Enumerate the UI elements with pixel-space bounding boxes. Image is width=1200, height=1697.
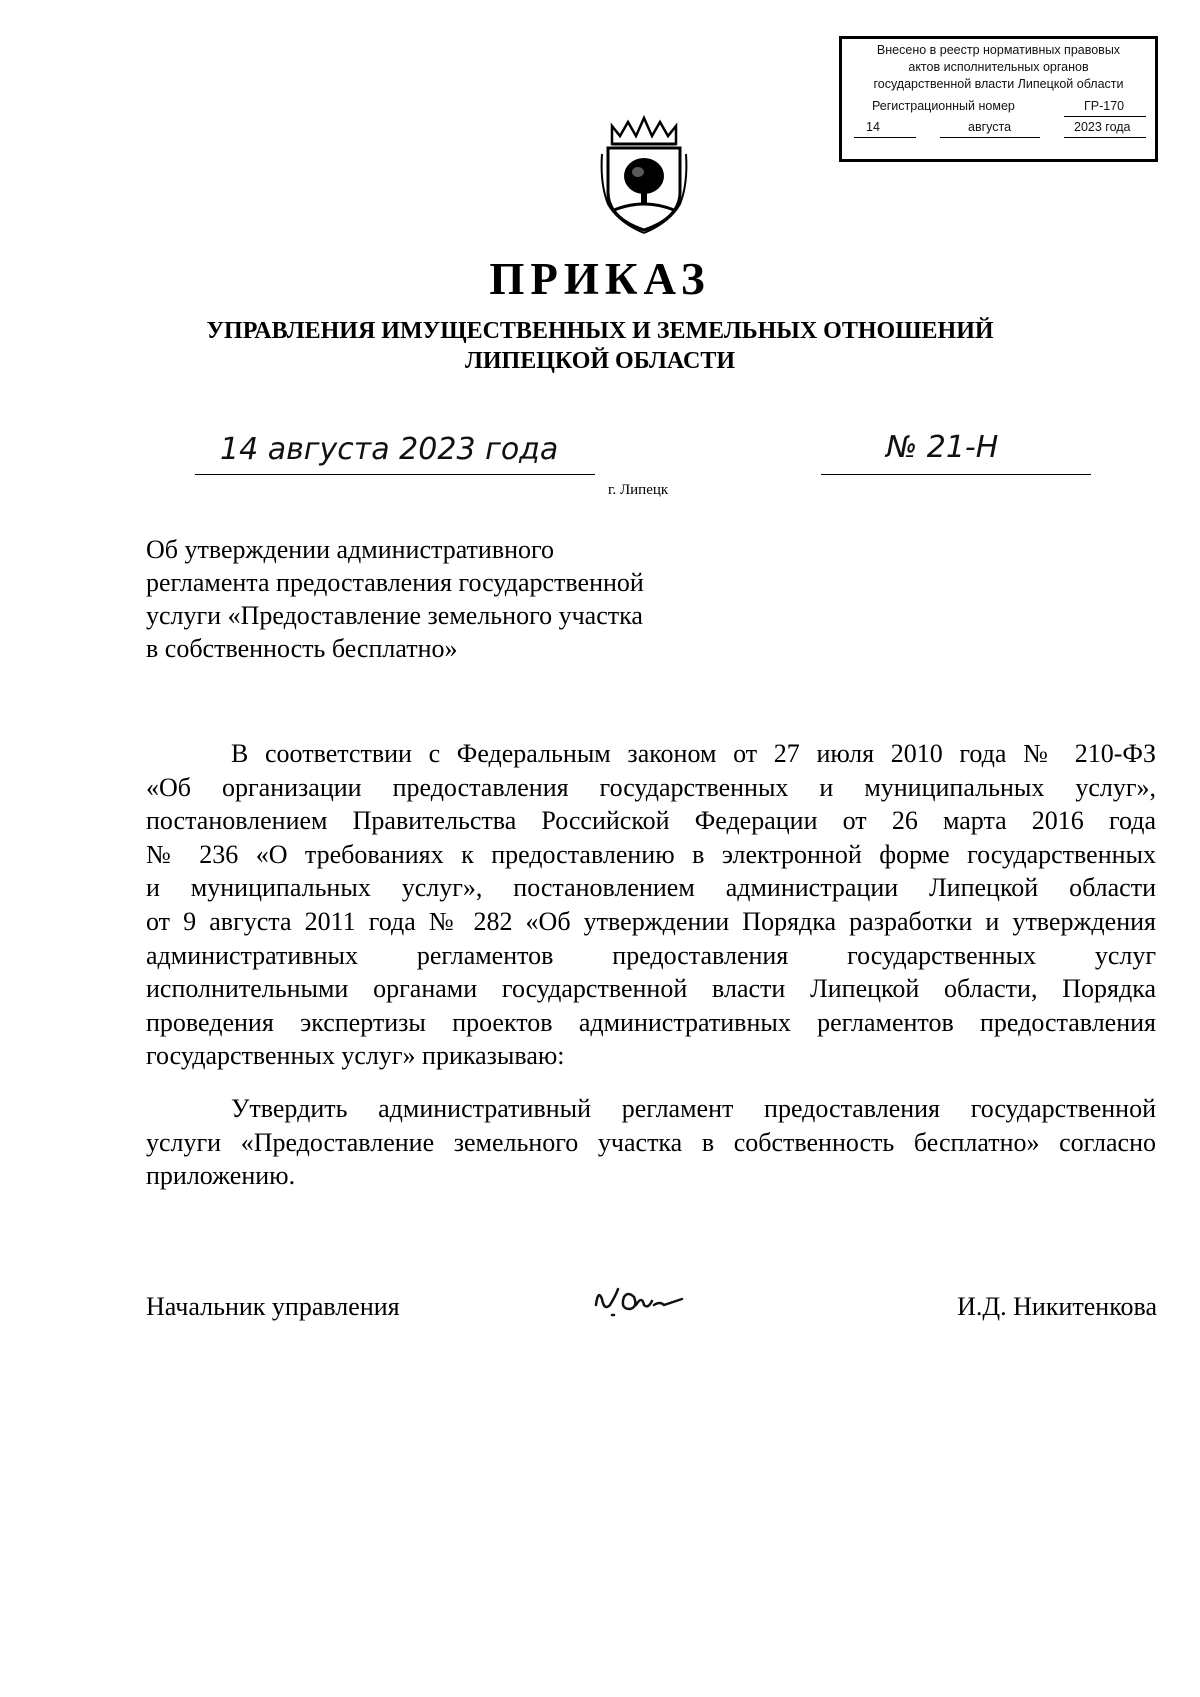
org-name-line-2: ЛИПЕЦКОЙ ОБЛАСТИ	[465, 348, 735, 374]
body-line: услуги «Предоставление земельного участка в собственность бесплатно» согласно	[146, 1127, 1156, 1157]
handwritten-number: № 21-Н	[886, 430, 999, 465]
document-title: ПРИКАЗ	[489, 254, 711, 304]
body-line: административных регламентов предоставления государственных услуг	[146, 940, 1156, 970]
subject-line: регламента предоставления государственной	[146, 568, 644, 597]
body-line: постановлением Правительства Российской Федерации от 26 марта 2016 года	[146, 806, 1156, 836]
city-label: г. Липецк	[608, 482, 669, 498]
body-line: и муниципальных услуг», постановлением администрации Липецкой области	[146, 873, 1156, 903]
number-underline	[821, 474, 1091, 475]
body-line: № 236 «О требованиях к предоставлению в электронной форме государственных	[146, 839, 1156, 869]
stamp-reg-label: Регистрационный номер	[872, 99, 1015, 113]
body-line: Утвердить административный регламент предоставления государственной	[231, 1094, 1156, 1123]
body-line: В соответствии с Федеральным законом от 27 июля 2010 года № 210-ФЗ	[231, 739, 1156, 768]
stamp-month: августа	[968, 120, 1012, 134]
document-subject	[146, 533, 706, 665]
body-line: исполнительными органами государственной власти Липецкой области, Порядка	[146, 974, 1156, 1004]
subject-line: в собственность бесплатно»	[146, 634, 458, 663]
body-paragraph-2	[146, 1092, 1156, 1193]
signer-position: Начальник управления	[146, 1292, 400, 1321]
handwritten-signature	[590, 1275, 710, 1325]
body-paragraph-1	[146, 737, 1156, 1073]
stamp-reg-number: ГР-170	[1084, 99, 1125, 113]
date-underline	[195, 474, 595, 475]
subject-line: Об утверждении административного	[146, 535, 555, 564]
signer-name: И.Д. Никитенкова	[957, 1292, 1157, 1321]
stamp-line-3: государственной власти Липецкой области	[873, 77, 1124, 91]
handwritten-date: 14 августа 2023 года	[220, 432, 559, 467]
body-line: от 9 августа 2011 года № 282 «Об утверждении Порядка разработки и утверждения	[146, 906, 1156, 936]
body-line: «Об организации предоставления государственных и муниципальных услуг»,	[146, 772, 1156, 802]
stamp-line-1: Внесено в реестр нормативных правовых	[876, 43, 1121, 57]
stamp-day: 14	[866, 120, 880, 134]
subject-line: услуги «Предоставление земельного участка	[146, 601, 643, 630]
registration-stamp	[839, 36, 1158, 162]
stamp-year: 2023 года	[1074, 120, 1131, 134]
body-line: проведения экспертизы проектов административных регламентов предоставления	[146, 1007, 1156, 1037]
coat-of-arms-emblem	[598, 114, 690, 234]
org-name-line-1: УПРАВЛЕНИЯ ИМУЩЕСТВЕННЫХ И ЗЕМЕЛЬНЫХ ОТНОШЕНИЙ	[206, 318, 994, 344]
stamp-line-2: актов исполнительных органов	[908, 60, 1089, 74]
body-line: приложению.	[146, 1161, 296, 1191]
body-line: государственных услуг» приказываю:	[146, 1041, 565, 1071]
